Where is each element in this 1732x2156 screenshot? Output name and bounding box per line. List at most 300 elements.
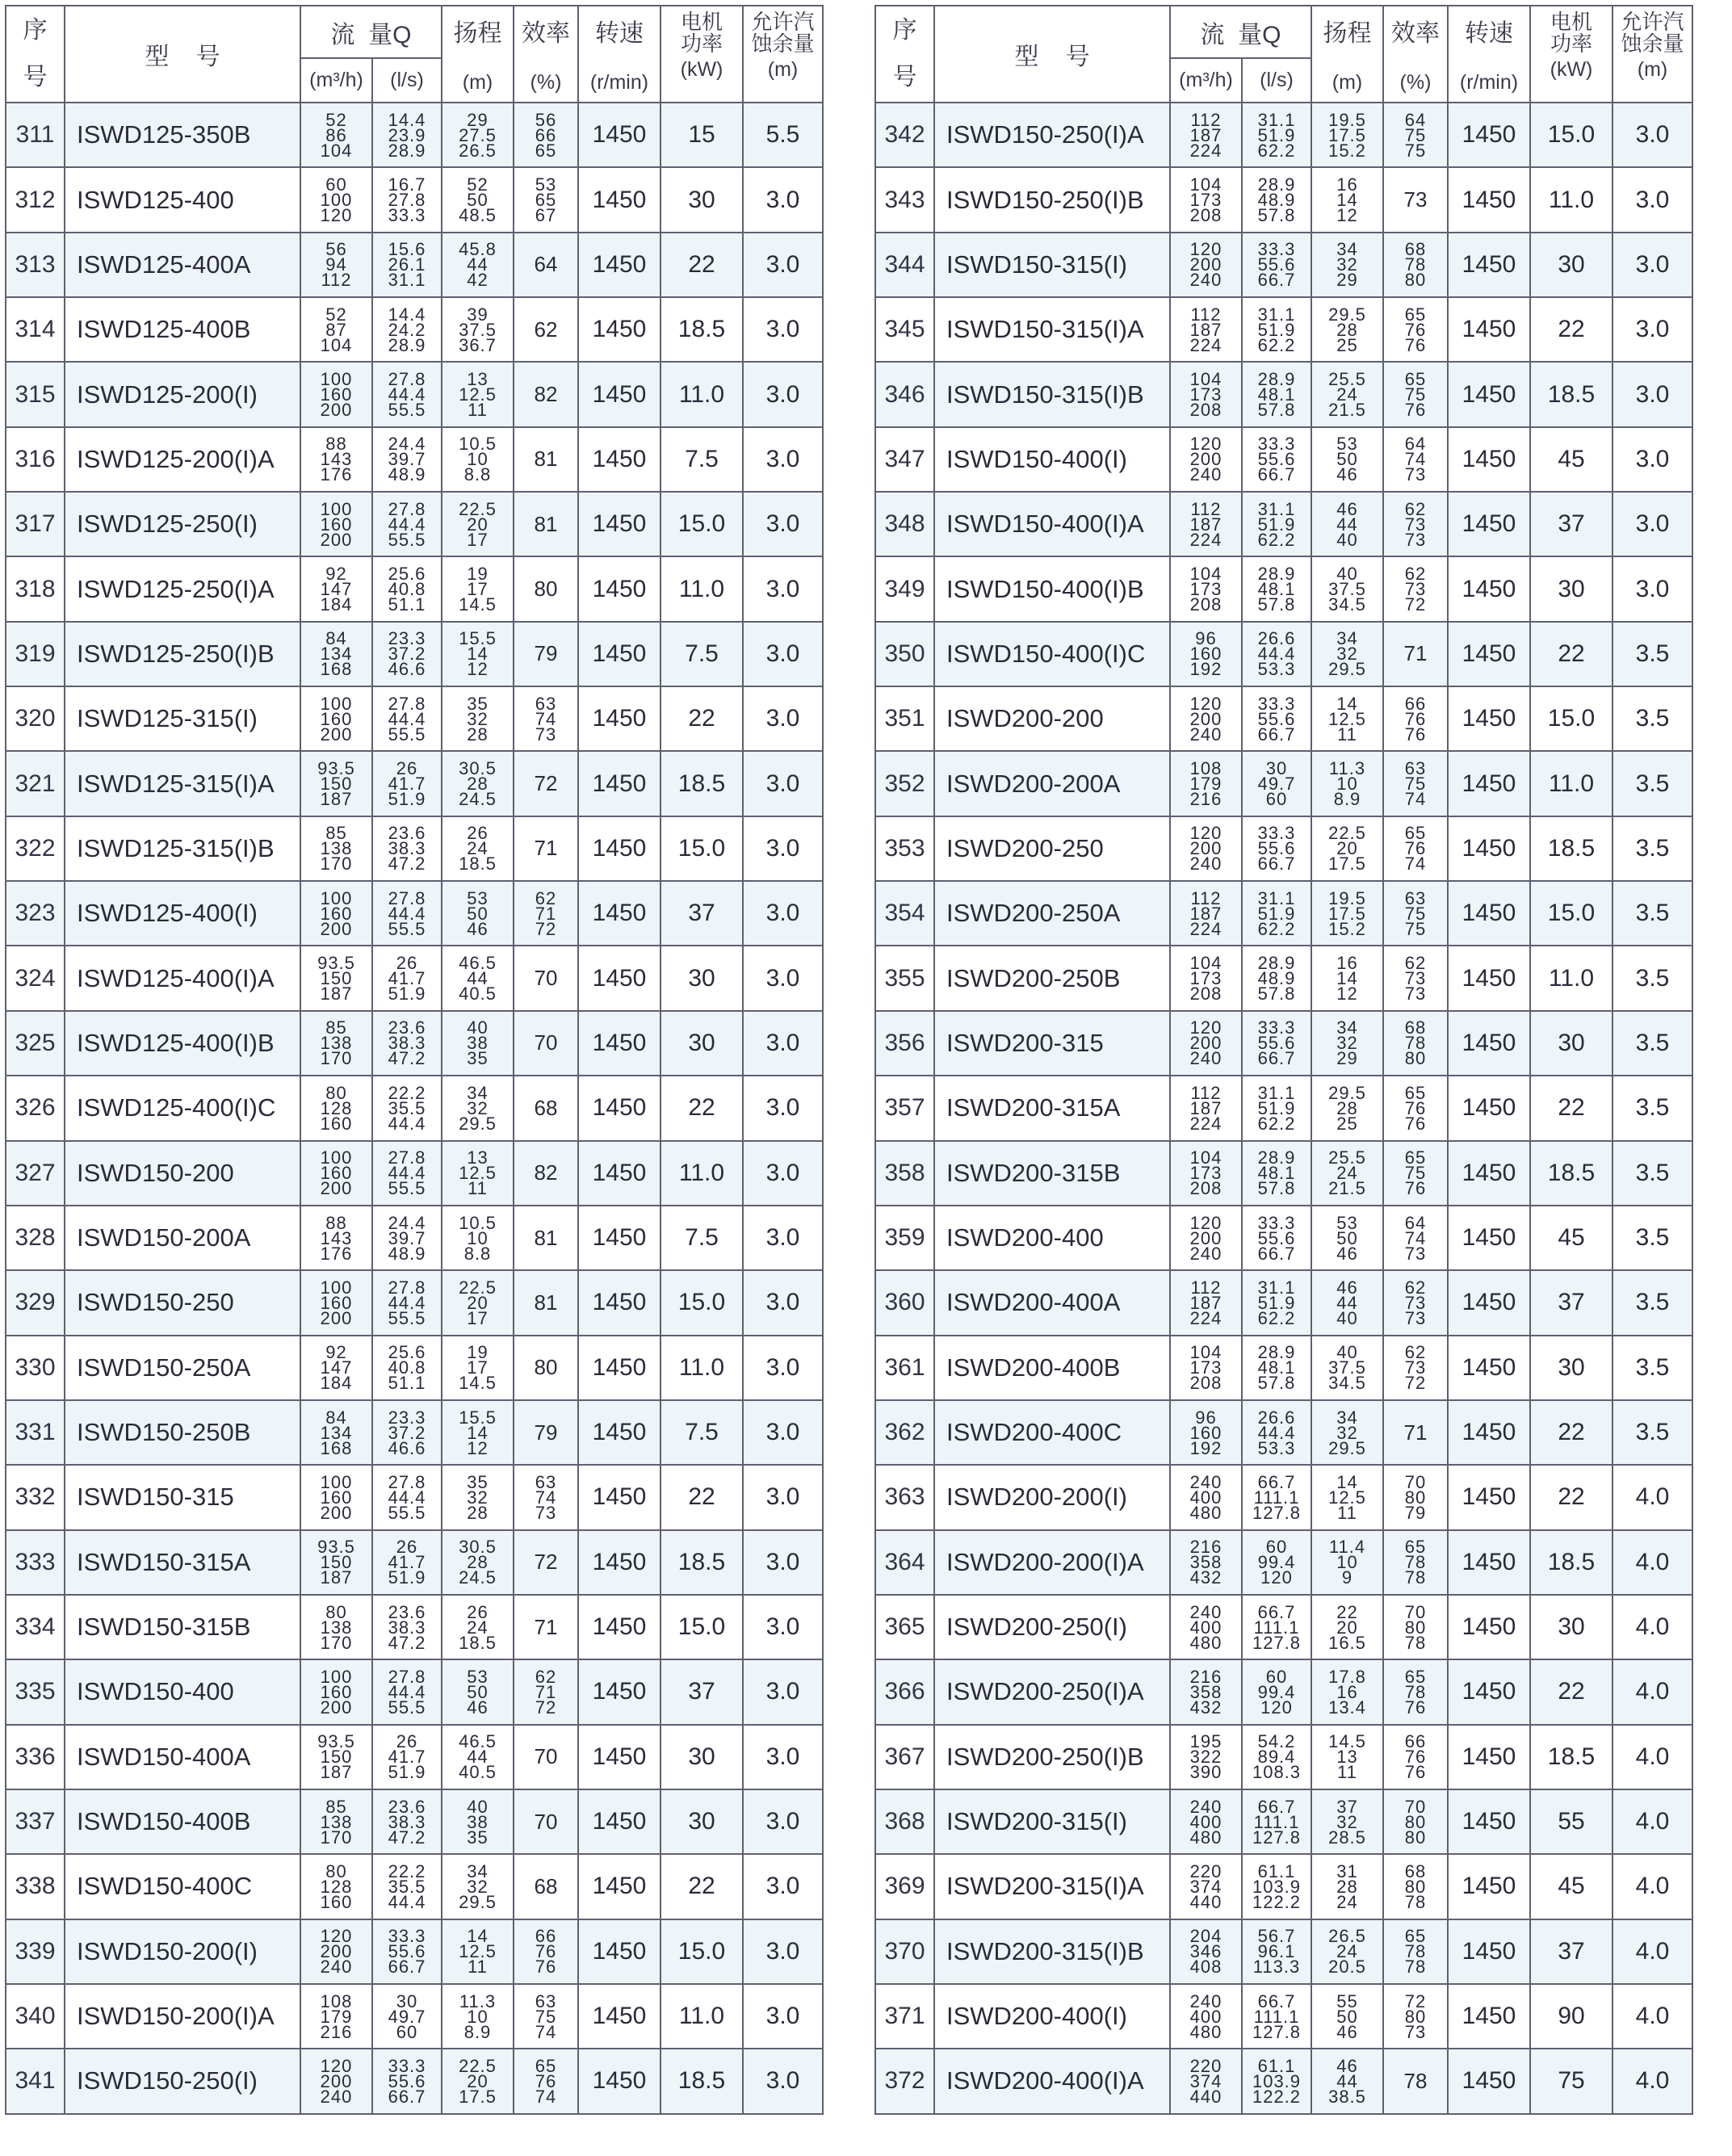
row-flow-ls-value: 27.8: [388, 887, 426, 908]
row-eff-value: 72: [1404, 594, 1427, 615]
row-flow-m3h-value: 195: [1189, 1731, 1222, 1752]
row-head-value: 12.5: [1328, 1487, 1366, 1508]
row-model: ISWD125-200(I)A: [65, 427, 300, 492]
row-flow-ls-value: 89.4: [1257, 1747, 1296, 1768]
row-flow-ls-value: 122.2: [1252, 2086, 1302, 2107]
table-row: [6, 297, 823, 362]
row-head-value: 9: [1341, 1567, 1353, 1588]
table-row: [6, 1919, 823, 1984]
row-eff-value: 62: [1404, 498, 1427, 519]
row-head-value: 17: [467, 579, 489, 600]
row-npsh: 3.5: [1612, 1270, 1692, 1335]
row-npsh: 3.0: [743, 1076, 823, 1140]
row-eff: [514, 167, 578, 232]
row-head-value: 38.5: [1328, 2086, 1366, 2107]
row-speed: 1450: [578, 556, 661, 621]
row-flow-m3h-value: 187: [1189, 1292, 1222, 1313]
row-head-value: 17.5: [1328, 903, 1366, 924]
row-eff-value: 62: [1404, 1277, 1427, 1298]
row-head-value: 19: [467, 1342, 489, 1363]
header-flow-ls: (l/s): [372, 58, 442, 103]
row-head-value: 24: [1336, 1941, 1358, 1962]
row-flow-m3h-value: 176: [320, 1243, 353, 1264]
row-flow-m3h-value: 108: [320, 1990, 353, 2011]
row-power: 15.0: [661, 1595, 743, 1659]
row-flow-m3h-value: 187: [320, 984, 353, 1005]
row-head-value: 17.5: [1328, 124, 1366, 145]
row-npsh: 3.5: [1612, 622, 1692, 686]
table-row: [875, 233, 1692, 297]
row-flow-ls-value: 51.9: [1257, 514, 1296, 535]
header-npsh-label-line: 蚀余量: [751, 31, 815, 56]
row-flow-ls-value: 51.9: [1257, 1097, 1296, 1118]
row-eff: [1383, 686, 1448, 751]
row-flow-ls-value: 33.3: [388, 2055, 426, 2076]
row-flow-m3h-value: 150: [320, 968, 353, 989]
row-flow-m3h-value: 240: [1189, 1601, 1222, 1622]
row-head-value: 17.5: [1328, 854, 1366, 875]
row-speed: 1450: [578, 2049, 661, 2113]
row-speed: 1450: [1448, 297, 1530, 362]
row-head-value: 50: [467, 903, 489, 924]
row-head-value: 46: [467, 918, 489, 939]
row-seq: 330: [6, 1336, 65, 1400]
row-eff-value: 66: [535, 124, 557, 145]
row-npsh: 3.0: [743, 233, 823, 297]
row-flow-m3h-value: 200: [320, 2070, 353, 2091]
row-eff-value: 80: [1404, 1617, 1427, 1638]
row-flow-ls-value: 46.6: [388, 659, 426, 680]
row-flow-ls-value: 31.1: [1257, 109, 1296, 130]
row-head-value: 12: [467, 1437, 489, 1458]
table-row: [6, 1530, 823, 1595]
row-head-value: 22.5: [459, 498, 497, 519]
row-flow-m3h-value: 100: [320, 1147, 353, 1168]
row-flow-m3h-value: 138: [320, 1811, 353, 1832]
row-speed: 1450: [578, 103, 661, 167]
row-npsh: 4.0: [1612, 1919, 1692, 1984]
row-power: 90: [1530, 1984, 1612, 2049]
row-npsh: 3.5: [1612, 1076, 1692, 1140]
row-eff-value: 75: [535, 2006, 557, 2027]
row-model: ISWD200-250A: [934, 881, 1170, 946]
row-flow-ls-value: 54.2: [1257, 1731, 1296, 1752]
row-head-value: 28: [467, 774, 489, 795]
row-seq: 369: [875, 1854, 934, 1919]
row-head-value: 8.9: [463, 2021, 492, 2042]
row-npsh: 3.0: [743, 1725, 823, 1789]
row-flow-ls-value: 62.2: [1257, 529, 1296, 550]
row-flow-m3h-value: 187: [1189, 124, 1222, 145]
row-head-value: 14: [1336, 968, 1358, 989]
row-flow-ls: [1242, 622, 1311, 686]
row-eff-value: 71: [535, 903, 557, 924]
row-flow-ls-value: 122.2: [1252, 1891, 1302, 1912]
row-head-value: 29.5: [1328, 659, 1366, 680]
row-speed: 1450: [1448, 1725, 1530, 1789]
row-head-value: 28.5: [1328, 1827, 1366, 1848]
row-eff-value: 73: [1404, 579, 1427, 600]
row-power: 30: [1530, 1595, 1612, 1659]
row-power: 22: [1530, 622, 1612, 686]
row-flow-m3h: [1170, 1789, 1242, 1854]
row-head-value: 24.5: [459, 789, 497, 810]
table-row: [6, 233, 823, 297]
row-model: ISWD125-315(I)B: [65, 816, 300, 881]
header-flow-m3h: (m³/h): [1170, 58, 1242, 103]
row-flow-m3h-value: 480: [1189, 1502, 1222, 1523]
row-seq: 335: [6, 1659, 65, 1724]
row-head-value: 46: [1336, 1243, 1358, 1264]
row-seq: 312: [6, 167, 65, 232]
row-head-value: 44: [1336, 1292, 1358, 1313]
row-head-value: 21.5: [1328, 400, 1366, 421]
row-head-value: 39: [467, 304, 489, 325]
row-flow-ls: [1242, 816, 1311, 881]
row-flow-ls-value: 27.8: [388, 369, 426, 390]
row-head-value: 37: [1336, 1796, 1358, 1817]
row-flow-ls-value: 25.6: [388, 1342, 426, 1363]
header-npsh-label-line: 允许汽: [1621, 10, 1684, 34]
row-head-value: 10.5: [459, 434, 497, 455]
row-eff-value: 72: [1404, 1373, 1427, 1394]
row-eff-value: 71: [1403, 641, 1428, 666]
row-flow-ls: [1242, 1919, 1311, 1984]
row-flow-m3h-value: 170: [320, 1048, 353, 1069]
row-npsh: 3.0: [743, 1141, 823, 1206]
row-eff: [514, 1141, 578, 1206]
row-speed: 1450: [578, 686, 661, 751]
row-head-value: 13: [467, 369, 489, 390]
row-power: 11.0: [661, 556, 743, 621]
row-head-value: 14: [467, 1926, 489, 1947]
row-head: [442, 1206, 514, 1270]
row-eff-value: 75: [1404, 1163, 1427, 1184]
row-flow-m3h-value: 147: [320, 579, 353, 600]
row-eff: [1383, 1595, 1448, 1659]
header-power-label-line: 功率: [1550, 31, 1592, 56]
row-power: 15.0: [661, 1270, 743, 1335]
row-head: [1311, 1400, 1383, 1465]
header-seq-line1: 序: [892, 17, 917, 44]
row-flow-m3h-value: 85: [325, 1796, 347, 1817]
row-seq: 343: [875, 167, 934, 232]
row-flow-m3h-value: 374: [1189, 2070, 1222, 2091]
row-seq: 361: [875, 1336, 934, 1400]
row-flow-m3h: [300, 1076, 372, 1140]
row-head-value: 11: [1337, 1762, 1357, 1783]
row-flow-m3h: [300, 492, 372, 556]
row-model: ISWD150-315A: [65, 1530, 300, 1595]
row-npsh: 3.0: [743, 751, 823, 816]
table-row: [875, 1336, 1692, 1400]
row-speed: 1450: [1448, 686, 1530, 751]
row-eff-value: 74: [1404, 449, 1427, 470]
row-flow-ls-value: 38.3: [388, 1617, 426, 1638]
row-head: [442, 1659, 514, 1724]
row-flow-ls: [1242, 881, 1311, 946]
row-head-value: 32: [1336, 644, 1358, 665]
row-eff-value: 65: [1404, 369, 1427, 390]
row-flow-m3h-value: 173: [1189, 579, 1222, 600]
row-head-value: 28: [467, 724, 489, 745]
row-flow-ls: [1242, 103, 1311, 167]
row-head-value: 32: [1336, 254, 1358, 275]
row-head: [442, 686, 514, 751]
row-seq: 345: [875, 297, 934, 362]
row-head-value: 11: [468, 400, 488, 421]
row-power: 30: [661, 1011, 743, 1076]
row-flow-m3h: [1170, 1141, 1242, 1206]
row-eff-value: 65: [535, 2055, 557, 2076]
row-model: ISWD200-250(I)A: [934, 1659, 1170, 1724]
row-eff-value: 80: [1404, 1811, 1427, 1832]
row-model: ISWD150-200(I): [65, 1919, 300, 1984]
row-head-value: 10: [1336, 1552, 1358, 1573]
row-flow-m3h-value: 173: [1189, 384, 1222, 405]
row-eff: [1383, 233, 1448, 297]
row-eff: [1383, 1789, 1448, 1854]
row-flow-ls-value: 41.7: [388, 1747, 426, 1768]
header-seq: [6, 6, 65, 103]
row-head: [1311, 1725, 1383, 1789]
row-head-value: 15.2: [1328, 140, 1366, 161]
row-npsh: 4.0: [1612, 1659, 1692, 1724]
row-flow-m3h-value: 52: [325, 109, 347, 130]
row-flow-ls-value: 127.8: [1252, 1502, 1302, 1523]
row-head-value: 14.5: [1328, 1731, 1366, 1752]
row-head: [442, 233, 514, 297]
row-flow-m3h-value: 104: [1189, 953, 1222, 974]
row-flow-m3h: [1170, 556, 1242, 621]
row-eff-value: 65: [1404, 304, 1427, 325]
row-flow-m3h-value: 168: [320, 659, 353, 680]
row-flow-m3h: [300, 1659, 372, 1724]
row-eff-value: 80: [534, 1355, 558, 1380]
row-seq: 367: [875, 1725, 934, 1789]
row-model: ISWD150-400A: [65, 1725, 300, 1789]
row-eff-value: 70: [534, 1744, 558, 1769]
row-head-value: 53: [1336, 434, 1358, 455]
row-flow-ls-value: 26: [396, 953, 418, 974]
row-npsh: 4.0: [1612, 1595, 1692, 1659]
row-power: 22: [661, 233, 743, 297]
row-eff: [1383, 946, 1448, 1010]
row-speed: 1450: [578, 167, 661, 232]
row-model: ISWD150-250(I)A: [934, 103, 1170, 167]
header-eff-label: 效率: [1391, 20, 1440, 47]
table-row: [875, 167, 1692, 232]
row-power: 37: [1530, 1919, 1612, 1984]
row-speed: 1450: [578, 1659, 661, 1724]
row-eff-value: 70: [1404, 1796, 1427, 1817]
row-seq: 353: [875, 816, 934, 881]
row-flow-m3h-value: 52: [325, 304, 347, 325]
row-speed: 1450: [578, 1076, 661, 1140]
row-flow-ls-value: 16.7: [388, 174, 426, 195]
row-head-value: 26.5: [1328, 1926, 1366, 1947]
row-flow-ls-value: 66.7: [1257, 1048, 1296, 1069]
row-flow-m3h-value: 224: [1189, 529, 1222, 550]
table-row: [875, 556, 1692, 621]
row-head: [442, 427, 514, 492]
row-seq: 368: [875, 1789, 934, 1854]
row-head-value: 15.2: [1328, 918, 1366, 939]
row-flow-m3h-value: 200: [320, 1307, 353, 1328]
header-power-label-line: 电机: [1550, 10, 1592, 34]
row-seq: 357: [875, 1076, 934, 1140]
row-flow-m3h-value: 358: [1189, 1552, 1222, 1573]
row-eff-value: 64: [1404, 434, 1427, 455]
row-eff-value: 62: [535, 887, 557, 908]
row-eff: [1383, 1206, 1448, 1270]
header-eff: [1383, 6, 1448, 103]
row-head-value: 53: [467, 887, 489, 908]
row-head-value: 46: [1336, 2021, 1358, 2042]
row-flow-ls-value: 41.7: [388, 968, 426, 989]
row-eff-value: 81: [534, 1290, 558, 1315]
row-flow-m3h-value: 80: [325, 1860, 347, 1881]
row-flow-ls-value: 44.4: [388, 903, 426, 924]
row-model: ISWD150-250B: [65, 1400, 300, 1465]
row-head: [1311, 2049, 1383, 2113]
row-flow-ls: [1242, 1465, 1311, 1529]
row-flow-m3h: [300, 1336, 372, 1400]
row-flow-m3h-value: 187: [320, 789, 353, 810]
row-eff-value: 73: [1403, 187, 1428, 212]
row-npsh: 4.0: [1612, 1789, 1692, 1854]
row-power: 37: [661, 881, 743, 946]
header-npsh-unit: (m): [767, 58, 799, 81]
row-npsh: 3.0: [743, 167, 823, 232]
header-speed: [578, 6, 661, 103]
row-seq: 340: [6, 1984, 65, 2049]
row-head-value: 40: [1336, 1307, 1358, 1328]
row-head: [442, 1270, 514, 1335]
row-head: [1311, 751, 1383, 816]
table-row: [875, 946, 1692, 1010]
row-flow-m3h-value: 184: [320, 594, 353, 615]
row-model: ISWD150-250(I): [65, 2049, 300, 2113]
row-head-value: 12.5: [459, 1163, 497, 1184]
row-head-value: 26: [467, 1601, 489, 1622]
row-flow-ls-value: 66.7: [388, 2086, 426, 2107]
row-eff: [514, 233, 578, 297]
row-flow-m3h-value: 160: [320, 514, 353, 535]
table-row: [6, 1659, 823, 1724]
row-flow-m3h-value: 134: [320, 644, 353, 665]
row-power: 11.0: [1530, 751, 1612, 816]
row-head-value: 11: [1337, 724, 1357, 745]
row-flow-ls-value: 62.2: [1257, 918, 1296, 939]
row-flow-ls-value: 15.6: [388, 239, 426, 260]
row-npsh: 3.0: [743, 1270, 823, 1335]
row-flow-ls: [1242, 1076, 1311, 1140]
row-flow-m3h-value: 208: [1189, 1178, 1222, 1199]
row-flow-m3h: [1170, 362, 1242, 426]
row-seq: 320: [6, 686, 65, 751]
row-flow-m3h: [1170, 816, 1242, 881]
row-flow-m3h-value: 80: [325, 1082, 347, 1103]
row-head-value: 11.3: [1328, 758, 1366, 779]
row-npsh: 3.0: [743, 881, 823, 946]
row-eff-value: 65: [1404, 1666, 1427, 1687]
row-flow-m3h: [300, 427, 372, 492]
row-speed: 1450: [1448, 556, 1530, 621]
row-head: [1311, 1076, 1383, 1140]
row-flow-ls: [1242, 297, 1311, 362]
row-flow-ls-value: 127.8: [1252, 2021, 1302, 2042]
row-npsh: 3.0: [743, 2049, 823, 2113]
row-flow-ls-value: 53.3: [1257, 1437, 1296, 1458]
row-model: ISWD150-315: [65, 1465, 300, 1529]
row-flow-ls-value: 48.1: [1257, 1357, 1296, 1378]
row-flow-m3h-value: 432: [1189, 1697, 1222, 1718]
row-eff-value: 76: [1404, 1097, 1427, 1118]
row-flow-ls-value: 62.2: [1257, 1113, 1296, 1134]
row-model: ISWD200-400(I): [934, 1984, 1170, 2049]
row-flow-ls-value: 38.3: [388, 1811, 426, 1832]
row-flow-ls-value: 66.7: [1257, 1243, 1296, 1264]
row-flow-m3h-value: 56: [325, 239, 347, 260]
row-eff-value: 68: [1404, 239, 1427, 260]
row-flow-ls-value: 51.1: [388, 594, 426, 615]
row-seq: 370: [875, 1919, 934, 1984]
row-flow-ls-value: 55.6: [388, 2070, 426, 2091]
row-head-value: 12: [1336, 205, 1358, 226]
row-flow-ls-value: 44.4: [388, 708, 426, 729]
row-power: 18.5: [661, 751, 743, 816]
row-flow-m3h: [300, 103, 372, 167]
row-eff-value: 78: [1404, 1957, 1427, 1978]
row-flow-m3h-value: 216: [1189, 789, 1222, 810]
row-flow-m3h-value: 400: [1189, 1617, 1222, 1638]
row-head-value: 26.5: [459, 140, 497, 161]
row-seq: 328: [6, 1206, 65, 1270]
row-flow-ls-value: 57.8: [1257, 1178, 1296, 1199]
row-seq: 338: [6, 1854, 65, 1919]
row-model: ISWD200-315(I)B: [934, 1919, 1170, 1984]
row-flow-m3h-value: 160: [320, 1891, 353, 1912]
header-seq-line1: 序: [23, 17, 48, 44]
row-eff-value: 75: [1404, 384, 1427, 405]
row-head-value: 10: [1336, 774, 1358, 795]
table-row: [6, 1011, 823, 1076]
row-head-value: 45.8: [459, 239, 497, 260]
row-flow-ls: [372, 1854, 442, 1919]
row-flow-m3h: [1170, 946, 1242, 1010]
row-flow-m3h-value: 160: [320, 1292, 353, 1313]
row-flow-ls-value: 24.4: [388, 1212, 426, 1233]
row-head: [442, 1465, 514, 1529]
row-flow-ls: [372, 167, 442, 232]
row-flow-ls-value: 44.4: [388, 1163, 426, 1184]
row-flow-m3h: [300, 686, 372, 751]
row-flow-ls-value: 66.7: [1257, 1796, 1296, 1817]
row-eff: [514, 686, 578, 751]
row-flow-ls: [1242, 167, 1311, 232]
row-head-value: 35: [467, 1827, 489, 1848]
row-flow-ls-value: 35.5: [388, 1876, 426, 1897]
row-model: ISWD200-400B: [934, 1336, 1170, 1400]
row-flow-m3h-value: 120: [1189, 1017, 1222, 1038]
row-eff-value: 63: [535, 693, 557, 714]
row-speed: 1450: [1448, 751, 1530, 816]
row-flow-m3h-value: 160: [320, 384, 353, 405]
row-power: 11.0: [661, 362, 743, 426]
row-power: 22: [661, 1465, 743, 1529]
row-seq: 311: [6, 103, 65, 167]
